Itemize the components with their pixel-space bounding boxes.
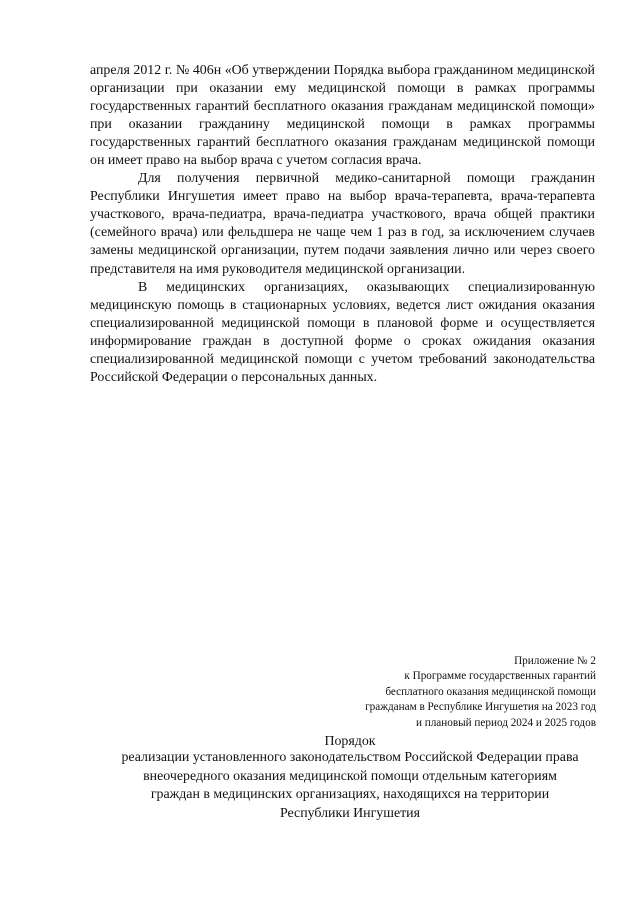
subtitle-line: внеочередного оказания медицинской помощи отдельным категориям — [143, 768, 557, 784]
appendix-line: к Программе государственных гарантий — [404, 670, 596, 683]
body-paragraph-3: В медицинских организациях, оказывающих специализированную медицинскую помощь в стационарных условиях, ведется лист ожидания оказания специализированной медицинской помощи в плановой форме и осуществляется информирование граждан в доступной форме о сроках ожидания оказания специализированной медицинской помощи с учетом требований законодательства Российской Федерации о персональных данных. — [90, 279, 595, 385]
appendix-line: и плановый период 2024 и 2025 годов — [415, 716, 596, 729]
subtitle-line: граждан в медицинских организациях, находящихся на территории — [150, 787, 550, 803]
subtitle-line: реализации установленного законодательством Российской Федерации права — [121, 750, 579, 765]
appendix-block — [236, 654, 596, 731]
subtitle-line: Республики Ингушетия — [279, 806, 421, 822]
body-text — [90, 62, 595, 387]
appendix-number: Приложение № 2 — [514, 655, 596, 667]
appendix-line: гражданам в Республике Ингушетия на 2023 год — [365, 701, 596, 714]
body-paragraph-1: апреля 2012 г. № 406н «Об утверждении Порядка выбора гражданином медицинской организации при оказании ему медицинской помощи в рамках программы государственных гарантий бесплатного оказания гражданам медицинской помощи» при оказании гражданину медицинской помощи в рамках программы государственных гарантий бесплатного оказания гражданам медицинской помощи он имеет право на выбор врача с учетом согласия врача. — [90, 63, 595, 169]
section-subtitle — [60, 749, 640, 824]
body-paragraph-2: Для получения первичной медико-санитарной помощи гражданин Республики Ингушетия имеет право на выбор врача-терапевта, врача-терапевта участкового, врача-педиатра, врача-педиатра участкового, врача общей практики (семейного врача) или фельдшера не чаще чем 1 раз в год, за исключением случаев замены медицинской организации, путем подачи заявления лично или через своего представителя на имя руководителя медицинской организации. — [90, 171, 595, 277]
section-heading: Порядок — [324, 734, 376, 749]
appendix-line: бесплатного оказания медицинской помощи — [385, 685, 596, 698]
